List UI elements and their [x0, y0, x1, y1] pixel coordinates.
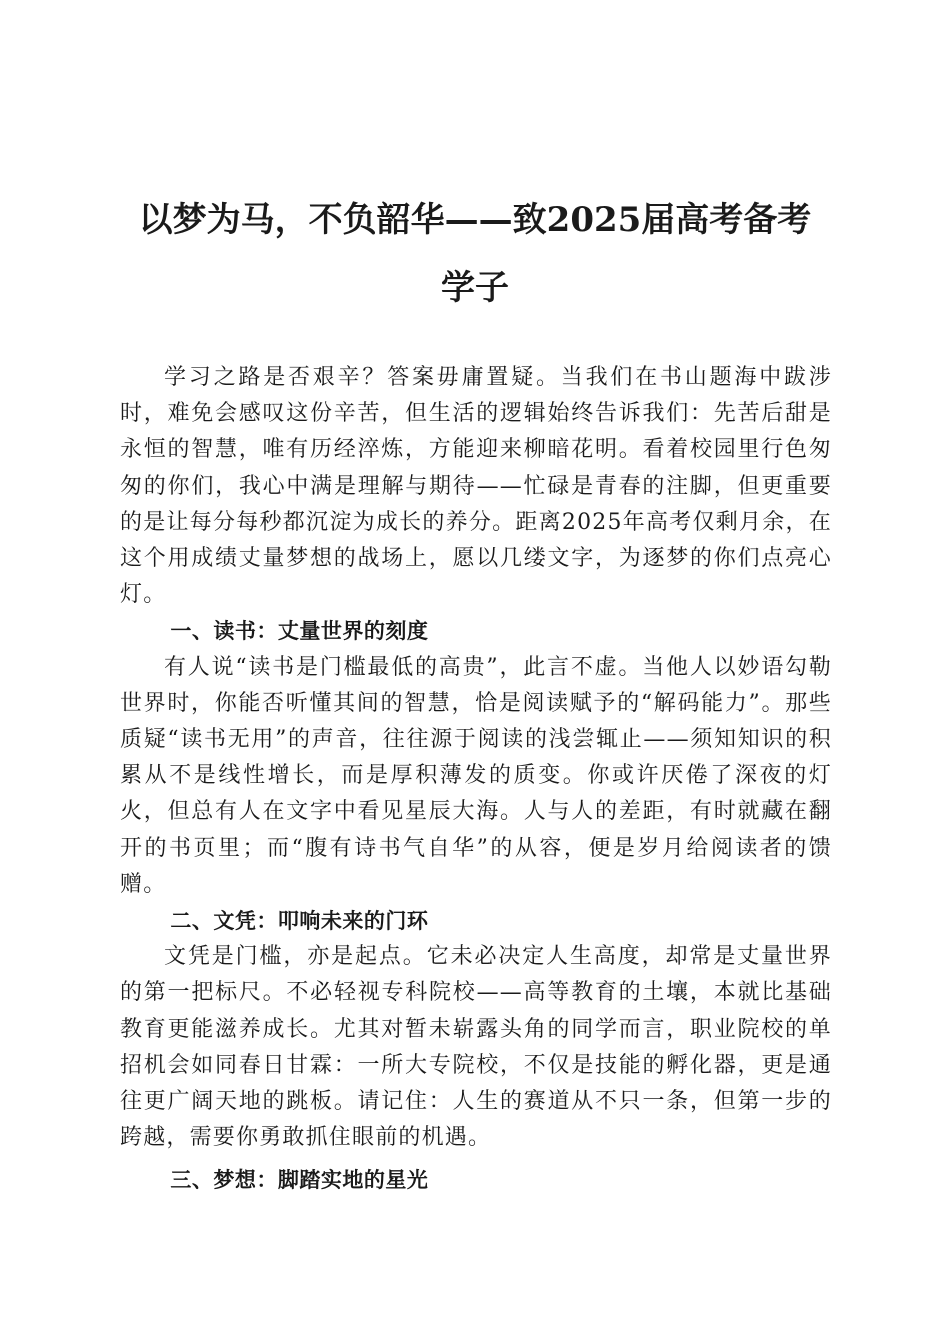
document-body	[120, 360, 832, 1199]
intro-paragraph: 学习之路是否艰辛？答案毋庸置疑。当我们在书山题海中跋涉时，难免会感叹这份辛苦，但生活的逻辑始终告诉我们：先苦后甜是永恒的智慧，唯有历经淬炼，方能迎来柳暗花明。看着校园里行色匆匆的你们，我心中满是理解与期待——忙碌是青春的注脚，但更重要的是让每分每秒都沉淀为成长的养分。距离2025年高考仅剩月余，在这个用成绩丈量梦想的战场上，愿以几缕文字，为逐梦的你们点亮心灯。	[120, 365, 832, 608]
section-paragraph-reading: 有人说“读书是门槛最低的高贵”，此言不虚。当他人以妙语勾勒世界时，你能否听懂其间的智慧，恰是阅读赋予的“解码能力”。那些质疑“读书无用”的声音，往往源于阅读的浅尝辄止——须知知识的积累从不是线性增长，而是厚积薄发的质变。你或许厌倦了深夜的灯火，但总有人在文字中看见星辰大海。人与人的差距，有时就藏在翻开的书页里；而“腹有诗书气自华”的从容，便是岁月给阅读者的馈赠。	[120, 654, 832, 897]
document-title-line2: 学子	[441, 268, 509, 308]
section-heading-reading: 一、读书：丈量世界的刻度	[170, 619, 429, 644]
section-paragraph-diploma: 文凭是门槛，亦是起点。它未必决定人生高度，却常是丈量世界的第一把标尺。不必轻视专科院校——高等教育的土壤，本就比基础教育更能滋养成长。尤其对暂未崭露头角的同学而言，职业院校的单招机会如同春日甘霖：一所大专院校，不仅是技能的孵化器，更是通往更广阔天地的跳板。请记住：人生的赛道从不只一条，但第一步的跨越，需要你勇敢抓住眼前的机遇。	[120, 944, 832, 1151]
section-heading-diploma: 二、文凭：叩响未来的门环	[170, 909, 429, 934]
document-title-line1: 以梦为马，不负韶华——致2025届高考备考	[138, 200, 812, 240]
section-heading-dream: 三、梦想：脚踏实地的星光	[170, 1168, 429, 1193]
